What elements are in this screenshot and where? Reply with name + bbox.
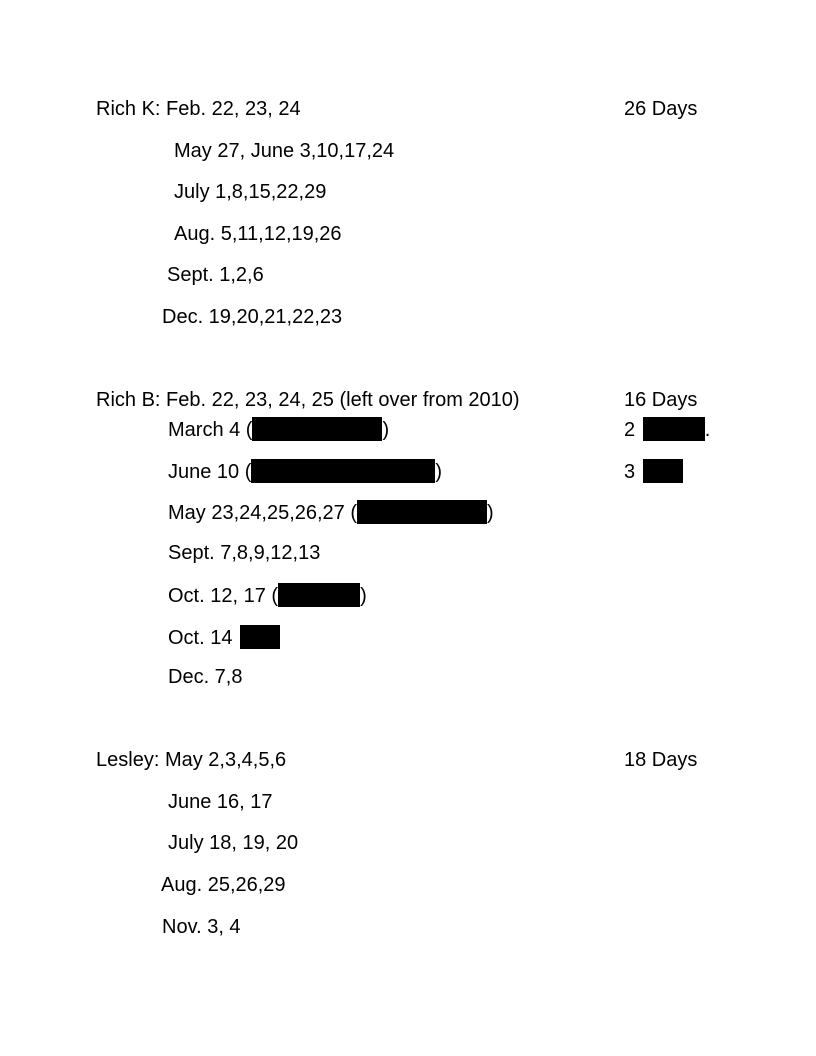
rich-b-line-close: ) bbox=[382, 419, 390, 441]
rich-b-header bbox=[96, 389, 520, 411]
rich-b-dates-line bbox=[168, 500, 494, 524]
rich-b-dates-line bbox=[168, 459, 442, 483]
rich-k-dates-line: Aug. 5,11,12,19,26 bbox=[174, 223, 342, 245]
rich-b-line-text: Dec. 7,8 bbox=[168, 666, 243, 688]
lesley-dates-line: Nov. 3, 4 bbox=[162, 916, 241, 938]
rich-b-name: Rich B: bbox=[96, 389, 161, 411]
redaction-block bbox=[240, 625, 280, 649]
rich-k-dates-line: Sept. 1,2,6 bbox=[167, 264, 264, 286]
redaction-block bbox=[357, 500, 487, 524]
rich-b-line-text: March 4 ( bbox=[168, 419, 253, 441]
redaction-block bbox=[252, 417, 382, 441]
rich-b-count bbox=[624, 459, 683, 483]
redaction-block bbox=[643, 459, 683, 483]
rich-k-name: Rich K: bbox=[96, 98, 161, 120]
rich-b-line-close: ) bbox=[487, 502, 494, 524]
rich-b-total: 16 Days bbox=[624, 389, 698, 411]
lesley-dates-line: Aug. 25,26,29 bbox=[161, 874, 286, 896]
rich-b-dates-line bbox=[168, 542, 320, 564]
rich-k-dates-line: July 1,8,15,22,29 bbox=[174, 181, 327, 203]
rich-b-count-value: 3 bbox=[624, 461, 636, 483]
rich-b-line-close: ) bbox=[360, 585, 367, 607]
rich-b-line-text: Oct. 12, 17 ( bbox=[168, 585, 279, 607]
rich-b-line-text: Sept. 7,8,9,12,13 bbox=[168, 542, 321, 564]
lesley-dates-line: June 16, 17 bbox=[168, 791, 273, 813]
redaction-block bbox=[643, 417, 705, 441]
rich-b-dates-line bbox=[168, 583, 367, 607]
rich-b-dates-line bbox=[168, 417, 389, 441]
rich-b-dates-line bbox=[168, 625, 280, 649]
rich-b-first-dates: Feb. 22, 23, 24, 25 (left over from 2010) bbox=[166, 389, 520, 411]
rich-k-header bbox=[96, 98, 301, 120]
redaction-block bbox=[251, 459, 435, 483]
lesley-header bbox=[96, 749, 286, 771]
rich-k-first-dates: Feb. 22, 23, 24 bbox=[166, 98, 301, 120]
rich-k-total: 26 Days bbox=[624, 98, 698, 120]
rich-b-count-suffix: . bbox=[704, 419, 711, 441]
rich-k-dates-line: May 27, June 3,10,17,24 bbox=[174, 140, 395, 162]
rich-b-count-value: 2 bbox=[624, 419, 636, 441]
rich-b-line-text: June 10 ( bbox=[168, 461, 252, 483]
rich-b-line-text: Oct. 14 bbox=[168, 627, 239, 649]
rich-b-count bbox=[624, 417, 710, 441]
rich-b-dates-line bbox=[168, 666, 242, 688]
lesley-dates-line: July 18, 19, 20 bbox=[168, 832, 299, 854]
rich-b-line-text: May 23,24,25,26,27 ( bbox=[168, 502, 358, 524]
redaction-block bbox=[278, 583, 360, 607]
lesley-total: 18 Days bbox=[624, 749, 698, 771]
lesley-name: Lesley: bbox=[96, 749, 160, 771]
rich-b-line-close: ) bbox=[435, 461, 443, 483]
rich-k-dates-line: Dec. 19,20,21,22,23 bbox=[162, 306, 343, 328]
lesley-first-dates: May 2,3,4,5,6 bbox=[164, 749, 287, 771]
